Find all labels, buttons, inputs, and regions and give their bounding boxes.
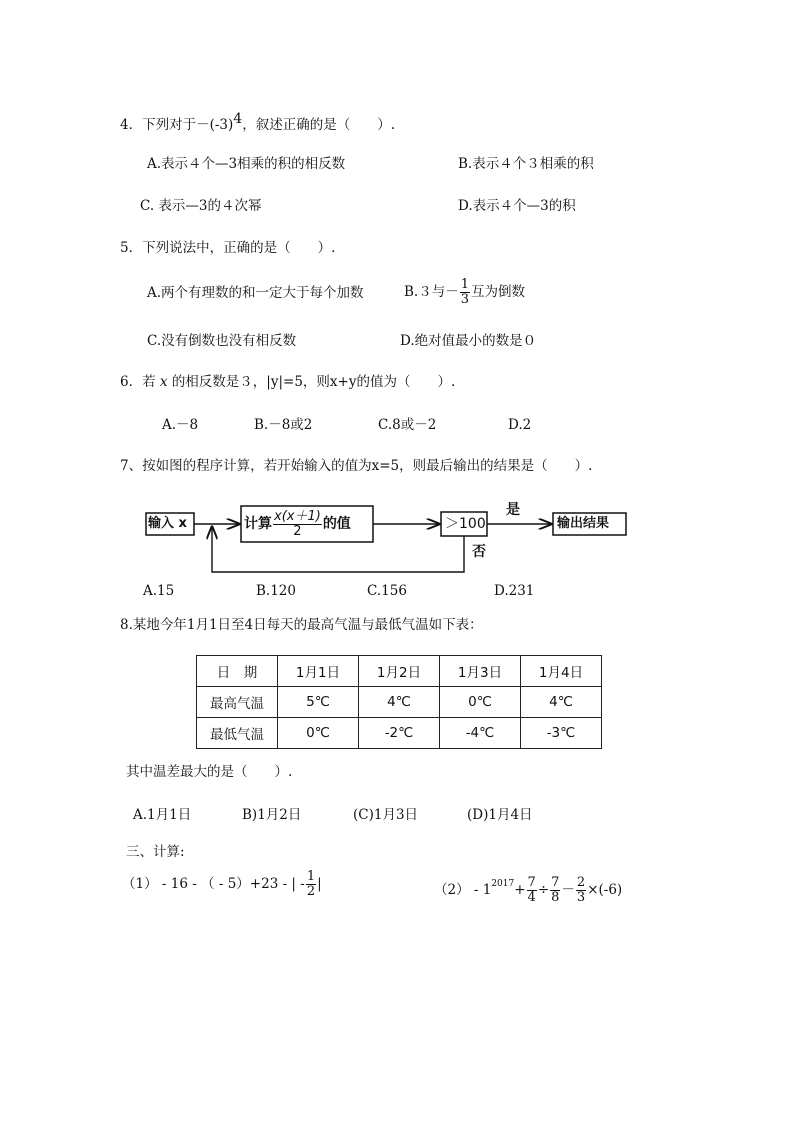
q4-option-d: D.表示４个—3的积 bbox=[458, 198, 576, 214]
flow-input-label: 输入 x bbox=[148, 516, 187, 531]
table-cell: -3℃ bbox=[521, 718, 602, 749]
flow-calc-fraction bbox=[273, 510, 322, 539]
operator-divide: ÷ bbox=[537, 882, 550, 898]
calc-problem-2-fraction-2 bbox=[550, 876, 560, 905]
q7-option-a: A.15 bbox=[143, 583, 175, 599]
table-header-cell: 1月1日 bbox=[278, 656, 359, 687]
table-cell: -4℃ bbox=[440, 718, 521, 749]
table-cell: 0℃ bbox=[440, 687, 521, 718]
q8-option-d: (D)1月4日 bbox=[467, 807, 533, 823]
table-cell: 4℃ bbox=[521, 687, 602, 718]
flow-yes-label: 是 bbox=[506, 502, 520, 518]
fraction-numerator: 7 bbox=[551, 875, 560, 890]
calc-problem-2 bbox=[434, 866, 622, 908]
q4-exponent: 4 bbox=[233, 111, 243, 127]
table-cell: 4℃ bbox=[359, 687, 440, 718]
q7-stem: 7、按如图的程序计算，若开始输入的值为x=5，则最后输出的结果是（ ）. bbox=[120, 458, 593, 474]
q5-option-b-post: 互为倒数 bbox=[471, 284, 525, 300]
fraction-denominator: 3 bbox=[460, 292, 469, 307]
q5-stem: 5．下列说法中，正确的是（ ）. bbox=[120, 240, 336, 256]
q4-option-c: C. 表示—3的４次幂 bbox=[140, 198, 262, 214]
q4-stem bbox=[120, 110, 395, 134]
table-header-cell: 日 期 bbox=[197, 656, 278, 687]
q7-option-d: D.231 bbox=[494, 583, 535, 599]
calc-problem-1-fraction bbox=[306, 870, 316, 899]
table-row bbox=[197, 687, 602, 718]
table-row bbox=[197, 718, 602, 749]
q8-option-c: (C)1月3日 bbox=[353, 807, 419, 823]
fraction-numerator: 7 bbox=[527, 875, 536, 890]
q8-stem: 8.某地今年1月1日至4日每天的最高气温与最低气温如下表： bbox=[120, 617, 483, 633]
fraction-numerator: x(x＋1) bbox=[274, 508, 321, 524]
q6-stem bbox=[120, 373, 455, 391]
q5-option-b-fraction bbox=[460, 278, 470, 307]
fraction-denominator: 2 bbox=[306, 884, 316, 899]
calc-problem-2-post: ×(-6) bbox=[587, 882, 623, 898]
table-cell: 最低气温 bbox=[197, 718, 278, 749]
q7-option-b: B.120 bbox=[256, 583, 296, 599]
table-cell: 0℃ bbox=[278, 718, 359, 749]
q4-option-b: B.表示４个３相乘的积 bbox=[458, 156, 594, 172]
fraction-denominator: 3 bbox=[576, 890, 586, 905]
operator-minus: － bbox=[561, 882, 575, 898]
temperature-table bbox=[196, 655, 602, 749]
flowchart-lines bbox=[140, 495, 640, 580]
calc-problem-1-post: | bbox=[317, 876, 322, 892]
q6-option-d: D.2 bbox=[508, 417, 532, 433]
calc-problem-2-pre: （2） - 1 bbox=[434, 882, 492, 898]
flow-output-label: 输出结果 bbox=[557, 516, 610, 531]
fraction-numerator: 1 bbox=[306, 869, 316, 884]
q6-variable: x bbox=[159, 374, 168, 390]
flow-condition-label: ＞100 bbox=[445, 516, 486, 532]
q6-stem-post: 的相反数是３，|y|=5，则x+y的值为（ ）. bbox=[171, 374, 456, 390]
q5-option-a: A.两个有理数的和一定大于每个加数 bbox=[147, 285, 364, 301]
q7-option-c: C.156 bbox=[367, 583, 407, 599]
fraction-numerator: 2 bbox=[576, 875, 586, 890]
flow-calc-pre: 计算 bbox=[244, 516, 272, 532]
q6-option-b: B.－8或2 bbox=[254, 417, 313, 433]
q5-option-c: C.没有倒数也没有相反数 bbox=[147, 333, 297, 349]
section-3-title: 三、计算: bbox=[126, 844, 185, 860]
table-header-cell: 1月3日 bbox=[440, 656, 521, 687]
flow-calc-post: 的值 bbox=[322, 516, 351, 532]
q8-option-a: A.1月1日 bbox=[133, 807, 192, 823]
q6-option-c: C.8或－2 bbox=[378, 417, 437, 433]
q6-stem-pre: 6．若 bbox=[120, 374, 156, 390]
q8-option-b: B)1月2日 bbox=[242, 807, 302, 823]
table-header-cell: 1月4日 bbox=[521, 656, 602, 687]
q4-option-a: A.表示４个—3相乘的积的相反数 bbox=[147, 156, 346, 172]
table-header-row bbox=[197, 656, 602, 687]
fraction-denominator: 8 bbox=[551, 890, 560, 905]
calc-problem-2-fraction-1 bbox=[527, 876, 537, 905]
q4-stem-prefix: 4．下列对于－(-3) bbox=[120, 117, 234, 133]
calc-problem-1 bbox=[122, 866, 322, 902]
q5-option-b-pre: B.３与－ bbox=[404, 284, 459, 300]
fraction-denominator: 2 bbox=[293, 523, 302, 539]
calc-problem-1-pre: （1） - 16 - （ - 5）+23 - | - bbox=[122, 876, 305, 892]
calc-problem-2-exponent: 2017 bbox=[491, 879, 515, 889]
q4-stem-suffix: ，叙述正确的是（ ）. bbox=[242, 117, 395, 133]
q8-followup: 其中温差最大的是（ ）. bbox=[126, 764, 293, 780]
q5-option-b bbox=[404, 274, 525, 310]
table-cell: 最高气温 bbox=[197, 687, 278, 718]
q7-flowchart bbox=[140, 495, 640, 580]
table-cell: -2℃ bbox=[359, 718, 440, 749]
flow-calc-label bbox=[244, 507, 351, 541]
fraction-numerator: 1 bbox=[460, 277, 469, 292]
table-header-cell: 1月2日 bbox=[359, 656, 440, 687]
operator-plus: + bbox=[514, 882, 526, 898]
q6-option-a: A.－8 bbox=[162, 417, 199, 433]
q5-option-d: D.绝对值最小的数是０ bbox=[400, 333, 537, 349]
calc-problem-2-fraction-3 bbox=[576, 876, 586, 905]
fraction-denominator: 4 bbox=[527, 890, 536, 905]
flow-no-label: 否 bbox=[472, 544, 486, 560]
table-cell: 5℃ bbox=[278, 687, 359, 718]
